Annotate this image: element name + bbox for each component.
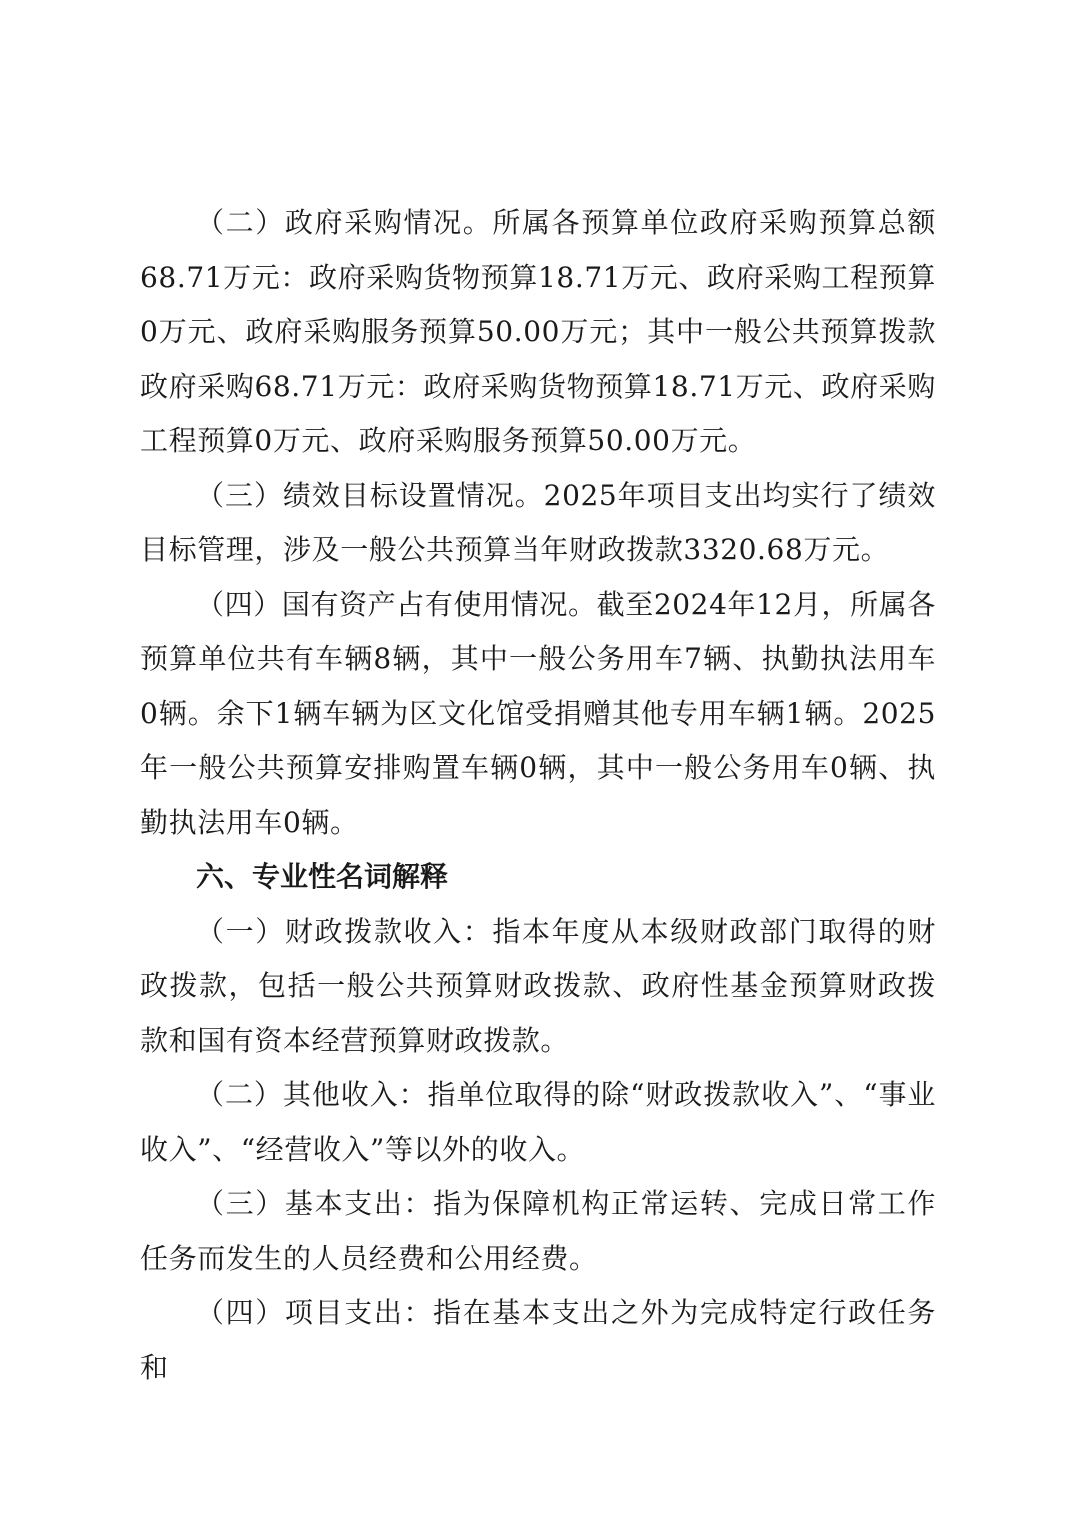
paragraph-text: 所属各预算单位政府采购预算总额68.71万元：政府采购货物预算18.71万元、政府采购工程预算0万元、政府采购服务预算50.00万元；其中一般公共预算拨款政府采购68.71万元：政府采购货物预算18.71万元、政府采购工程预算0万元、政府采购服务预算50.00万元。 — [140, 206, 936, 457]
paragraph-text: 指单位取得的除“财政拨款收入”、“事业收入”、“经营收入”等以外的收入。 — [140, 1078, 936, 1166]
paragraph-lead: （三）基本支出： — [196, 1187, 434, 1220]
paragraph-other-income — [140, 1068, 936, 1177]
paragraph-lead: （二）其他收入： — [196, 1078, 428, 1111]
paragraph-government-procurement — [140, 196, 936, 469]
paragraph-fiscal-appropriation-income — [140, 905, 936, 1069]
paragraph-lead: （一）财政拨款收入： — [196, 914, 493, 948]
paragraph-lead: （三）绩效目标设置情况。 — [196, 478, 544, 512]
paragraph-text: 截至2024年12月，所属各预算单位共有车辆8辆，其中一般公务用车7辆、执勤执法用车0辆。余下1辆车辆为区文化馆受捐赠其他专用车辆1辆。2025年一般公共预算安排购置车辆0辆，其中一般公务用车0辆、执勤执法用车0辆。 — [140, 587, 936, 839]
paragraph-lead: （四）项目支出： — [196, 1296, 434, 1329]
document-body — [140, 196, 936, 1395]
paragraph-state-assets — [140, 578, 936, 851]
paragraph-text: 指本年度从本级财政部门取得的财政拨款，包括一般公共预算财政拨款、政府性基金预算财政拨款和国有资本经营预算财政拨款。 — [140, 914, 936, 1057]
paragraph-text: 指在基本支出之外为完成特定行政任务和 — [140, 1296, 936, 1384]
paragraph-text: 指为保障机构正常运转、完成日常工作任务而发生的人员经费和公用经费。 — [140, 1187, 936, 1275]
paragraph-project-expenditure — [140, 1286, 936, 1395]
paragraph-lead: （二）政府采购情况。 — [196, 206, 493, 239]
paragraph-lead: （四）国有资产占有使用情况。 — [196, 587, 597, 621]
paragraph-text: 2025年项目支出均实行了绩效目标管理，涉及一般公共预算当年财政拨款3320.68万元。 — [140, 478, 936, 566]
paragraph-basic-expenditure — [140, 1177, 936, 1286]
paragraph-performance-targets — [140, 469, 936, 578]
section-heading: 六、专业性名词解释 — [196, 860, 449, 893]
